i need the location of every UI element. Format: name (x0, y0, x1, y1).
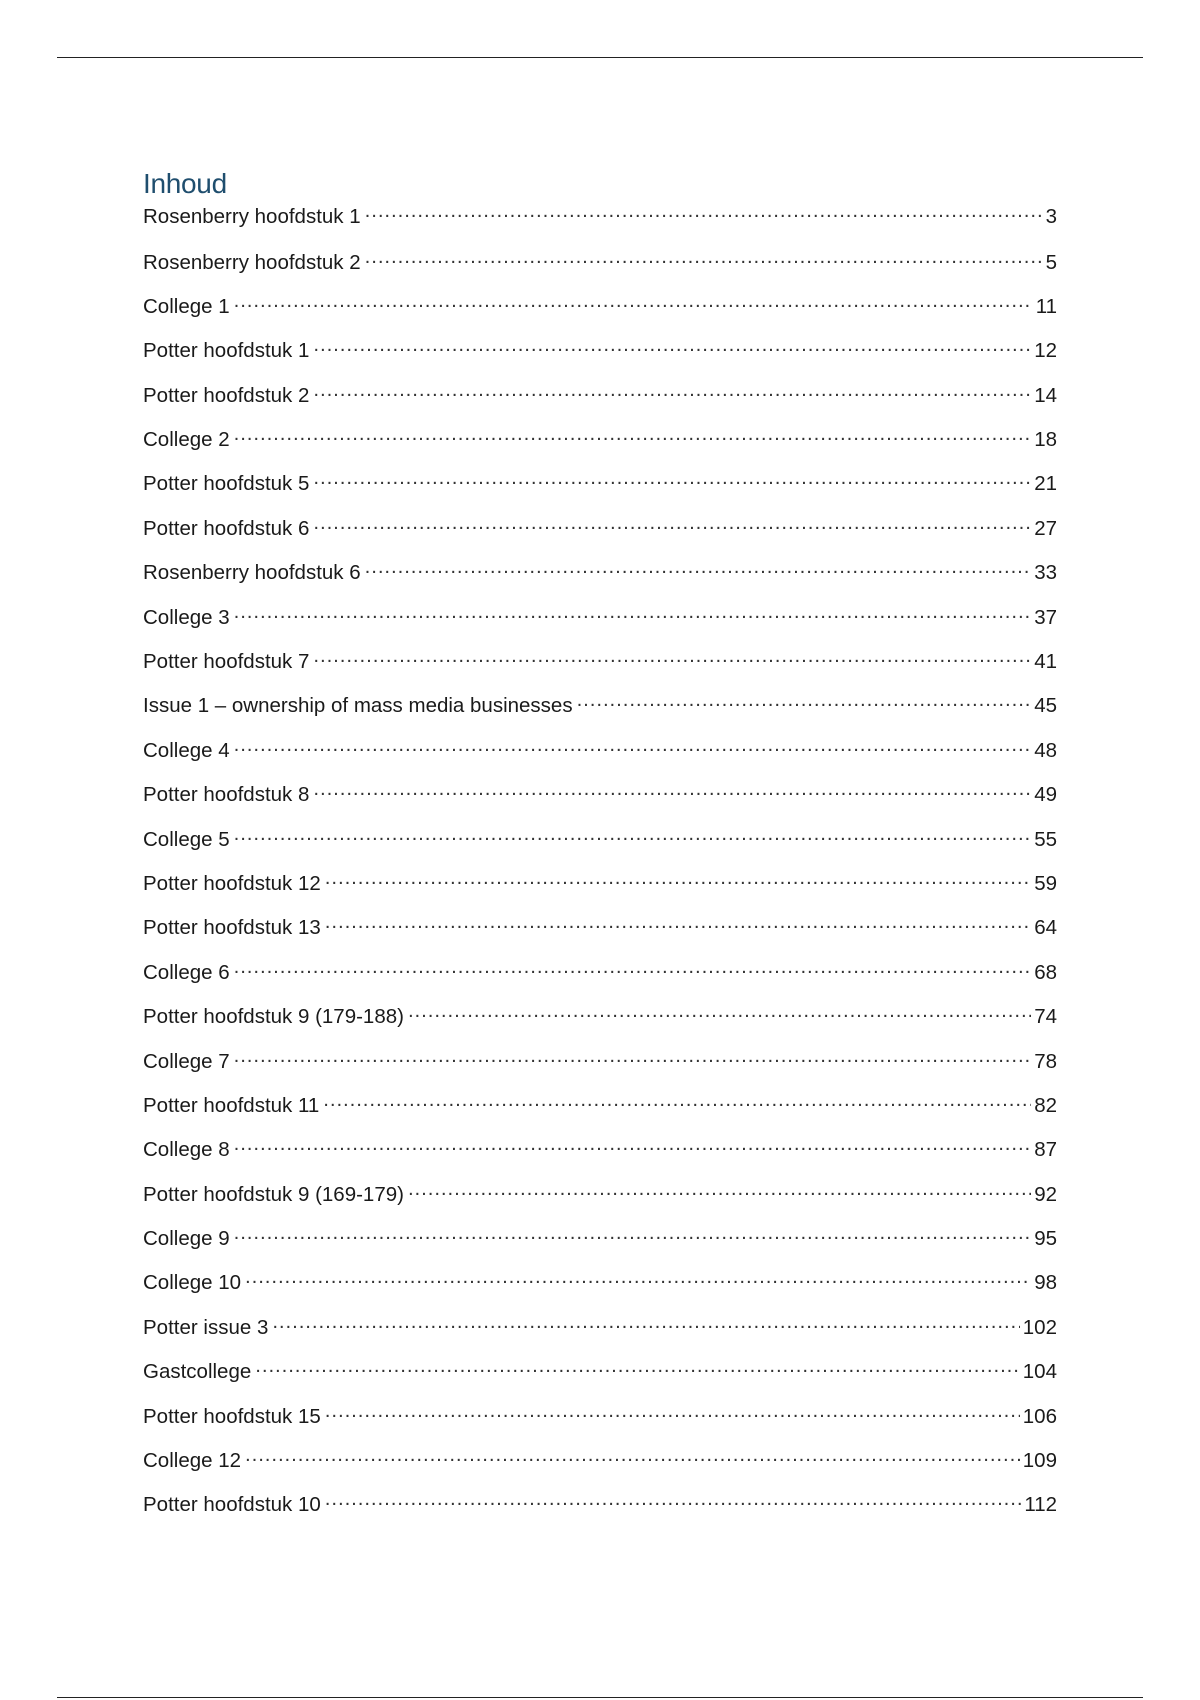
toc-entry-label[interactable]: College 1 (143, 294, 230, 318)
toc-entry-label[interactable]: College 5 (143, 827, 230, 851)
toc-entry-page-number[interactable]: 18 (1034, 428, 1057, 452)
toc-dot-leader (313, 381, 1031, 402)
toc-entry-page-number[interactable]: 12 (1034, 339, 1057, 363)
toc-dot-leader (365, 559, 1032, 580)
toc-entry-label[interactable]: Potter hoofdstuk 6 (143, 516, 310, 540)
toc-dot-leader (234, 825, 1032, 846)
toc-dot-leader (313, 514, 1031, 535)
toc-entry-label[interactable]: Potter hoofdstuk 2 (143, 383, 310, 407)
toc-entry-page-number[interactable]: 5 (1045, 250, 1057, 274)
toc-dot-leader (272, 1313, 1019, 1334)
toc-entry-page-number[interactable]: 49 (1034, 783, 1057, 807)
header-rule (57, 57, 1143, 58)
toc-dot-leader (313, 337, 1031, 358)
toc-entry-label[interactable]: Potter hoofdstuk 5 (143, 472, 310, 496)
toc-dot-leader (408, 1180, 1031, 1201)
toc-entry-page-number[interactable]: 64 (1034, 916, 1057, 940)
toc-entry-page-number[interactable]: 104 (1022, 1360, 1057, 1384)
toc-entry-label[interactable]: Potter hoofdstuk 7 (143, 650, 310, 674)
toc-entry[interactable] (143, 470, 1057, 514)
toc-entry[interactable] (143, 202, 1057, 248)
toc-entry[interactable] (143, 1180, 1057, 1224)
toc-entry[interactable] (143, 1402, 1057, 1446)
toc-entry-label[interactable]: Potter hoofdstuk 12 (143, 871, 321, 895)
toc-entry-label[interactable]: College 3 (143, 605, 230, 629)
toc-dot-leader (245, 1269, 1031, 1290)
toc-entry-page-number[interactable]: 27 (1034, 516, 1057, 540)
toc-entry-label[interactable]: Rosenberry hoofdstuk 6 (143, 561, 361, 585)
toc-entry-label[interactable]: Rosenberry hoofdstuk 2 (143, 250, 361, 274)
toc-entry-page-number[interactable]: 109 (1022, 1449, 1057, 1473)
toc-entry-page-number[interactable]: 33 (1034, 561, 1057, 585)
toc-entry-page-number[interactable]: 112 (1024, 1493, 1057, 1517)
toc-entry[interactable] (143, 337, 1057, 381)
toc-entry-label[interactable]: Potter hoofdstuk 9 (169-179) (143, 1182, 404, 1206)
toc-entry[interactable] (143, 1358, 1057, 1402)
toc-entry-page-number[interactable]: 95 (1034, 1227, 1057, 1251)
toc-entry-label[interactable]: Potter hoofdstuk 11 (143, 1093, 320, 1117)
toc-dot-leader (325, 1402, 1020, 1423)
toc-dot-leader (325, 1491, 1022, 1512)
toc-entry[interactable] (143, 603, 1057, 647)
toc-entry-label[interactable]: College 7 (143, 1049, 230, 1073)
toc-entry-label[interactable]: Potter hoofdstuk 15 (143, 1404, 321, 1428)
toc-entry-label[interactable]: Potter hoofdstuk 9 (179-188) (143, 1005, 404, 1029)
toc-dot-leader (365, 248, 1043, 269)
toc-entry[interactable] (143, 736, 1057, 780)
toc-entry-page-number[interactable]: 48 (1034, 738, 1057, 762)
table-of-contents (143, 166, 1057, 1535)
toc-entry[interactable] (143, 1269, 1057, 1313)
toc-entry-label[interactable]: Issue 1 – ownership of mass media businesses (143, 694, 573, 718)
toc-entry-page-number[interactable]: 68 (1034, 960, 1057, 984)
toc-entry[interactable] (143, 1447, 1057, 1491)
toc-entry-label[interactable]: Potter issue 3 (143, 1315, 269, 1339)
toc-entry[interactable] (143, 1491, 1057, 1535)
toc-entry-page-number[interactable]: 59 (1034, 871, 1057, 895)
toc-dot-leader (234, 426, 1032, 447)
toc-entry-page-number[interactable]: 55 (1034, 827, 1057, 851)
toc-entry[interactable] (143, 426, 1057, 470)
toc-dot-leader (234, 603, 1032, 624)
toc-entry-page-number[interactable]: 92 (1034, 1182, 1057, 1206)
toc-entry-label[interactable]: Potter hoofdstuk 13 (143, 916, 321, 940)
toc-entry[interactable] (143, 781, 1057, 825)
toc-dot-leader (323, 1091, 1031, 1112)
toc-entry-label[interactable]: College 6 (143, 960, 230, 984)
toc-entry[interactable] (143, 958, 1057, 1002)
toc-dot-leader (313, 470, 1031, 491)
toc-dot-leader (234, 292, 1033, 313)
toc-dot-leader (408, 1003, 1031, 1024)
toc-entry-page-number[interactable]: 21 (1034, 472, 1057, 496)
toc-entry[interactable] (143, 381, 1057, 425)
toc-entry-label[interactable]: Potter hoofdstuk 10 (143, 1493, 321, 1517)
toc-dot-leader (577, 692, 1032, 713)
toc-entry[interactable] (143, 248, 1057, 292)
toc-dot-leader (234, 1047, 1032, 1068)
toc-entry[interactable] (143, 648, 1057, 692)
toc-entry-page-number[interactable]: 11 (1035, 294, 1057, 318)
toc-entry-page-number[interactable]: 82 (1034, 1093, 1057, 1117)
toc-dot-leader (313, 781, 1031, 802)
toc-dot-leader (234, 1136, 1032, 1157)
toc-entry-label[interactable]: College 8 (143, 1138, 230, 1162)
toc-entry-page-number[interactable]: 3 (1045, 204, 1057, 228)
toc-entry[interactable] (143, 1136, 1057, 1180)
toc-entry[interactable] (143, 292, 1057, 336)
toc-title: Inhoud (143, 168, 227, 199)
toc-entry[interactable] (143, 1091, 1057, 1135)
toc-entry-page-number[interactable]: 45 (1034, 694, 1057, 718)
toc-entry[interactable] (143, 559, 1057, 603)
toc-entry-label[interactable]: College 12 (143, 1449, 242, 1473)
toc-entry-page-number[interactable]: 14 (1034, 383, 1057, 407)
toc-entry-page-number[interactable]: 87 (1034, 1138, 1057, 1162)
toc-entry[interactable] (143, 914, 1057, 958)
toc-entry-page-number[interactable]: 74 (1034, 1005, 1057, 1029)
footer-rule (57, 1697, 1143, 1698)
toc-entry-label[interactable]: College 9 (143, 1227, 230, 1251)
toc-list (143, 202, 1057, 1535)
toc-entry-page-number[interactable]: 102 (1022, 1315, 1057, 1339)
toc-entry[interactable] (143, 869, 1057, 913)
toc-dot-leader (234, 736, 1032, 757)
toc-entry[interactable] (143, 1047, 1057, 1091)
toc-dot-leader (245, 1447, 1020, 1468)
toc-entry[interactable] (143, 1003, 1057, 1047)
toc-entry[interactable] (143, 1225, 1057, 1269)
toc-entry[interactable] (143, 692, 1057, 736)
toc-dot-leader (234, 958, 1032, 979)
toc-dot-leader (313, 648, 1031, 669)
toc-entry-page-number[interactable]: 41 (1034, 650, 1057, 674)
toc-entry[interactable] (143, 514, 1057, 558)
toc-entry[interactable] (143, 1313, 1057, 1357)
toc-entry-label[interactable]: Rosenberry hoofdstuk 1 (143, 204, 361, 228)
toc-entry-page-number[interactable]: 78 (1034, 1049, 1057, 1073)
toc-dot-leader (365, 202, 1043, 223)
toc-dot-leader (325, 869, 1031, 890)
toc-entry-page-number[interactable]: 37 (1034, 605, 1057, 629)
toc-entry-label[interactable]: Potter hoofdstuk 8 (143, 783, 310, 807)
toc-entry-label[interactable]: College 4 (143, 738, 230, 762)
toc-dot-leader (325, 914, 1031, 935)
toc-entry-label[interactable]: College 10 (143, 1271, 242, 1295)
toc-entry-label[interactable]: Potter hoofdstuk 1 (143, 339, 310, 363)
toc-entry-page-number[interactable]: 106 (1022, 1404, 1057, 1428)
toc-entry-page-number[interactable]: 98 (1034, 1271, 1057, 1295)
toc-dot-leader (234, 1225, 1032, 1246)
toc-entry[interactable] (143, 825, 1057, 869)
toc-entry-label[interactable]: College 2 (143, 428, 230, 452)
toc-dot-leader (255, 1358, 1020, 1379)
toc-entry-label[interactable]: Gastcollege (143, 1360, 252, 1384)
